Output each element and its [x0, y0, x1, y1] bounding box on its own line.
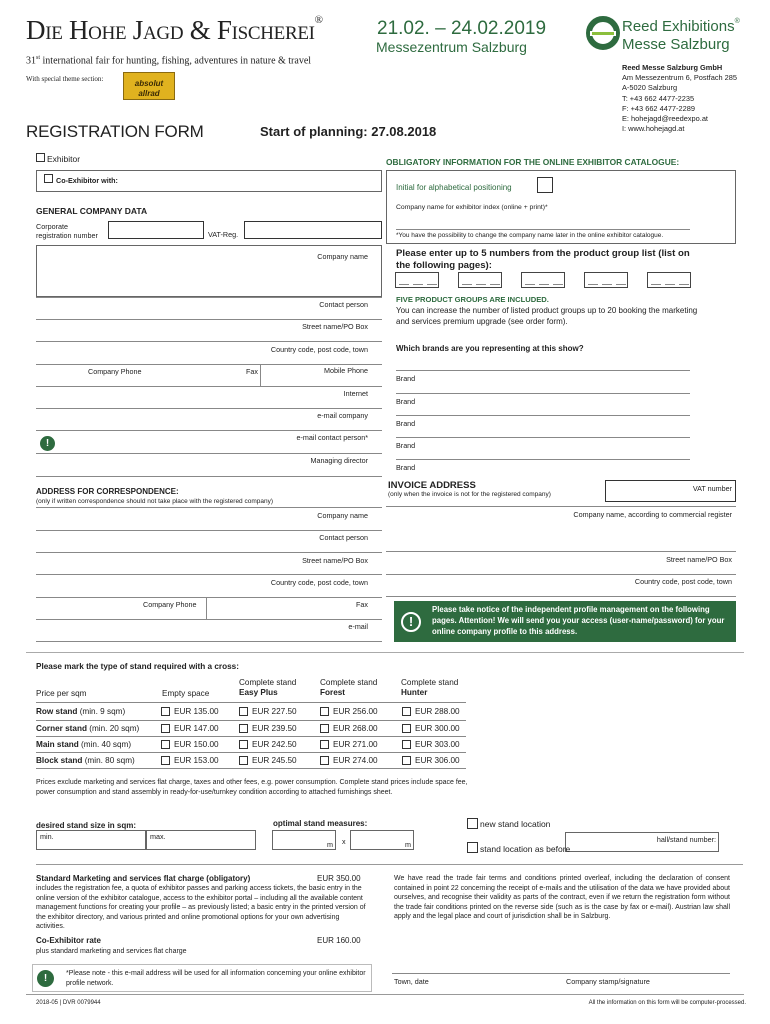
- col-forest-line1: Complete stand: [320, 678, 378, 687]
- stand-min: (min. 9 sqm): [79, 707, 126, 716]
- stand-min: (min. 80 sqm): [84, 756, 135, 765]
- optimal-measures-label: optimal stand measures:: [273, 819, 368, 828]
- stand-row: [36, 724, 139, 734]
- product-group-input-2[interactable]: [458, 272, 502, 288]
- col-easy-line1: Complete stand: [239, 678, 297, 687]
- width-unit: m: [327, 840, 333, 849]
- registered-mark: ®: [314, 14, 323, 26]
- max-label: max.: [150, 832, 166, 841]
- block-empty-checkbox[interactable]: [161, 756, 170, 765]
- desired-size-label: desired stand size in sqm:: [36, 821, 137, 830]
- brands-question: Which brands are you representing at this show?: [396, 344, 584, 353]
- corr-company-label: Company name: [317, 511, 368, 520]
- general-company-heading: GENERAL COMPANY DATA: [36, 206, 148, 216]
- corner-hunter-checkbox[interactable]: [402, 724, 411, 733]
- stand-name: Corner stand: [36, 724, 87, 733]
- catalogue-heading: OBLIGATORY INFORMATION FOR THE ONLINE EXHIBITOR CATALOGUE:: [386, 157, 680, 167]
- standard-charge-text: includes the registration fee, a quota of exhibitor passes and parking access tickets, the basic entry in the online version of the exhibitor catalogue, access to the exhibitor portal – including all the available content management functions for creating your profile – as previously listed; a basic entry in the printed version of the exhibitor directory, and various printed and online promotional options for your own advertising activities.: [36, 885, 366, 931]
- profile-notice: [394, 601, 736, 642]
- contact-line: Am Messezentrum 6, Postfach 285: [622, 73, 738, 83]
- footer-code: 2018-05 | DVR 0079944: [36, 1000, 101, 1006]
- stand-heading: Please mark the type of stand required with a cross:: [36, 662, 239, 671]
- block-hunter-checkbox[interactable]: [402, 756, 411, 765]
- main-easy-checkbox[interactable]: [239, 740, 248, 749]
- price-cell: EUR 239.50: [252, 724, 297, 733]
- email-contact-label: e-mail contact person*: [296, 433, 368, 442]
- price-cell: EUR 274.00: [333, 756, 378, 765]
- inv-street-label: Street name/PO Box: [666, 555, 732, 564]
- price-cell: EUR 242.50: [252, 740, 297, 749]
- product-group-input-5[interactable]: [647, 272, 691, 288]
- managing-director-label: Managing director: [310, 456, 368, 465]
- terms-text: We have read the trade fair terms and conditions printed overleaf, including the declaration of consent contained in point 22 concerning the receipt of e-mails and the utilisation of the data we have provided about ourselves, and recognise their validity as parts of the contract, even if we return the registration form without the trade fair conditions printed on the reverse side (such as is the case by fax or e-mail). Austrian law shall apply and the legal place and court of jurisdiction shall be in Salzburg.: [394, 875, 730, 921]
- main-empty-checkbox[interactable]: [161, 740, 170, 749]
- corr-contact-label: Contact person: [319, 533, 368, 542]
- absolut-allrad-logo: [123, 72, 175, 100]
- form-title: REGISTRATION FORM: [26, 122, 204, 141]
- email-warning-icon: !: [37, 970, 54, 987]
- stamp-label: Company stamp/signature: [566, 977, 650, 986]
- five-groups-text: You can increase the number of listed product groups up to 20 booking the marketing and services premium upgrade (see order form).: [396, 306, 698, 326]
- price-cell: EUR 147.00: [174, 724, 219, 733]
- corr-street-label: Street name/PO Box: [302, 556, 368, 565]
- row-empty-checkbox[interactable]: [161, 707, 170, 716]
- col-forest-header: [320, 678, 377, 699]
- brand-label-4: Brand: [396, 441, 416, 450]
- contact-block: [622, 63, 737, 134]
- contact-line: A-5020 Salzburg: [622, 83, 678, 93]
- catalogue-note: *You have the possibility to change the company name later in the online exhibitor catalogue.: [396, 232, 664, 239]
- price-cell: EUR 227.50: [252, 707, 297, 716]
- correspondence-heading: ADDRESS FOR CORRESPONDENCE:: [36, 487, 179, 496]
- contact-line: E: hohejagd@reedexpo.at: [622, 114, 708, 124]
- initial-input[interactable]: [537, 177, 553, 193]
- price-cell: EUR 306.00: [415, 756, 460, 765]
- warning-icon: !: [40, 436, 55, 451]
- contact-company: Reed Messe Salzburg GmbH: [622, 63, 723, 72]
- brand-label-1: Brand: [396, 374, 416, 383]
- exhibitor-label: Exhibitor: [47, 154, 81, 164]
- brand-title: [26, 14, 323, 48]
- price-cell: EUR 256.00: [333, 707, 378, 716]
- price-cell: EUR 300.00: [415, 724, 460, 733]
- main-hunter-checkbox[interactable]: [402, 740, 411, 749]
- corp-reg-label: [36, 222, 98, 240]
- stand-row: [36, 756, 135, 766]
- price-cell: EUR 135.00: [174, 707, 219, 716]
- stand-name: Block stand: [36, 756, 83, 765]
- inv-country-label: Country code, post code, town: [634, 577, 732, 586]
- main-forest-checkbox[interactable]: [320, 740, 329, 749]
- corp-reg-input[interactable]: [108, 221, 204, 239]
- col-hunter-line1: Complete stand: [401, 678, 459, 687]
- exhibitor-checkbox[interactable]: [36, 153, 45, 162]
- reed-registered: ®: [734, 18, 740, 25]
- price-cell: EUR 245.50: [252, 756, 297, 765]
- corr-country-label: Country code, post code, town: [270, 578, 368, 587]
- corp-reg-line1: Corporate: [36, 222, 68, 231]
- col-price-header: Price per sqm: [36, 689, 87, 698]
- prices-note: Prices exclude marketing and services flat charge, taxes and other fees, e.g. power consumption. Complete stand prices include space fee, power consumption and stand assembly in ready-for-use/turnkey condition according to attached furnishings sheet.: [36, 779, 468, 796]
- reed-line1: Reed Exhibitions: [622, 18, 735, 35]
- internet-label: Internet: [343, 389, 368, 398]
- corner-forest-checkbox[interactable]: [320, 724, 329, 733]
- company-phone-label: Company Phone: [88, 367, 142, 376]
- reed-logo-icon: [586, 16, 620, 50]
- fax-label: Fax: [246, 367, 258, 376]
- depth-unit: m: [405, 840, 411, 849]
- min-label: min.: [40, 832, 54, 841]
- row-forest-checkbox[interactable]: [320, 707, 329, 716]
- town-date-label: Town, date: [394, 977, 429, 986]
- reed-line2: Messe Salzburg: [622, 36, 730, 53]
- mobile-label: Mobile Phone: [324, 366, 368, 375]
- product-group-input-4[interactable]: [584, 272, 628, 288]
- planning-date: Start of planning: 27.08.2018: [260, 124, 437, 139]
- corr-phone-label: Company Phone: [143, 600, 197, 609]
- corr-email-label: e-mail: [348, 622, 368, 631]
- invoice-note: (only when the invoice is not for the registered company): [388, 491, 551, 498]
- reed-name: [622, 18, 740, 37]
- country-label: Country code, post code, town: [270, 345, 368, 354]
- edition-number: 31: [26, 55, 36, 67]
- footer-note: All the information on this form will be computer-processed.: [588, 1000, 746, 1006]
- price-cell: EUR 268.00: [333, 724, 378, 733]
- col-empty-header: Empty space: [162, 689, 210, 698]
- col-easy-header: [239, 678, 296, 699]
- contact-person-label: Contact person: [319, 300, 368, 309]
- new-location-label: new stand location: [480, 819, 551, 829]
- inv-company-label: Company name, according to commercial register: [573, 510, 732, 519]
- brand-name: Die Hohe Jagd & Fischerei: [26, 15, 315, 45]
- invoice-heading: INVOICE ADDRESS: [388, 480, 476, 491]
- corner-empty-checkbox[interactable]: [161, 724, 170, 733]
- times-sign: x: [342, 837, 346, 846]
- email-note: *Please note - this e-mail address will be used for all information concerning your online exhibitor profile network.: [66, 970, 366, 987]
- coexhibitor-checkbox[interactable]: [44, 174, 53, 183]
- stand-name: Row stand: [36, 707, 78, 716]
- row-hunter-checkbox[interactable]: [402, 707, 411, 716]
- stand-min: (min. 40 sqm): [81, 740, 132, 749]
- as-before-checkbox[interactable]: [467, 842, 478, 853]
- coexhibitor-rate-price: EUR 160.00: [317, 936, 361, 945]
- price-cell: EUR 150.00: [174, 740, 219, 749]
- price-cell: EUR 303.00: [415, 740, 460, 749]
- email-company-label: e-mail company: [317, 411, 368, 420]
- product-group-input-1[interactable]: [395, 272, 439, 288]
- brand-label-5: Brand: [396, 463, 416, 472]
- correspondence-note: (only if written correspondence should not take place with the registered company): [36, 498, 274, 505]
- company-name-label: Company name: [317, 252, 368, 261]
- col-hunter-line2: Hunter: [401, 688, 428, 698]
- theme-label: With special theme section:: [26, 75, 104, 83]
- notice-warning-icon: !: [401, 612, 421, 632]
- theme-logo-text: absolut allrad: [134, 79, 164, 98]
- stand-min: (min. 20 sqm): [89, 724, 140, 733]
- edition-text: international fair for hunting, fishing, adventures in nature & travel: [42, 55, 312, 67]
- col-forest-line2: Forest: [320, 688, 346, 698]
- street-label: Street name/PO Box: [302, 322, 368, 331]
- price-cell: EUR 288.00: [415, 707, 460, 716]
- initial-label: Initial for alphabetical positioning: [396, 183, 512, 192]
- new-location-checkbox[interactable]: [467, 818, 478, 829]
- price-cell: EUR 271.00: [333, 740, 378, 749]
- standard-charge-price: EUR 350.00: [317, 874, 361, 883]
- col-easy-line2: Easy Plus: [239, 688, 278, 698]
- contact-line: T: +43 662 4477-2235: [622, 93, 695, 103]
- product-heading: Please enter up to 5 numbers from the product group list (list on the following pages):: [396, 248, 690, 271]
- stand-row: [36, 707, 125, 717]
- vat-number-label: VAT number: [692, 484, 732, 493]
- product-group-input-3[interactable]: [521, 272, 565, 288]
- edition-subtitle: [26, 55, 311, 68]
- price-cell: EUR 153.00: [174, 756, 219, 765]
- corner-easy-checkbox[interactable]: [239, 724, 248, 733]
- corr-fax-label: Fax: [356, 600, 368, 609]
- row-easy-checkbox[interactable]: [239, 707, 248, 716]
- profile-notice-text: Please take notice of the independent profile management on the following pages. Attention! We will send you your access (user-name/password) for your online company profile to this address.: [432, 605, 725, 636]
- vat-reg-label: VAT-Reg.: [208, 230, 239, 239]
- hall-number-label: hall/stand number:: [656, 835, 716, 844]
- as-before-label: stand location as before: [480, 844, 571, 854]
- standard-charge-title: Standard Marketing and services flat charge (obligatory): [36, 874, 251, 883]
- brand-label-2: Brand: [396, 397, 416, 406]
- brand-label-3: Brand: [396, 419, 416, 428]
- stand-row: [36, 740, 131, 750]
- contact-line: F: +43 662 4477-2289: [622, 103, 695, 113]
- block-forest-checkbox[interactable]: [320, 756, 329, 765]
- index-name-label: Company name for exhibitor index (online + print)*: [396, 204, 548, 211]
- corp-reg-line2: registration number: [36, 231, 98, 240]
- event-dates: 21.02. – 24.02.2019: [377, 18, 547, 39]
- coexhibitor-rate-title: Co-Exhibitor rate: [36, 936, 101, 945]
- col-hunter-header: [401, 678, 458, 699]
- stand-name: Main stand: [36, 740, 79, 749]
- coexhibitor-rate-text: plus standard marketing and services flat charge: [36, 948, 187, 955]
- five-groups-heading: FIVE PRODUCT GROUPS ARE INCLUDED.: [396, 295, 549, 304]
- vat-reg-input[interactable]: [244, 221, 382, 239]
- block-easy-checkbox[interactable]: [239, 756, 248, 765]
- event-venue: Messezentrum Salzburg: [376, 39, 527, 55]
- coexhibitor-label: Co-Exhibitor with:: [56, 176, 118, 185]
- contact-line: I: www.hohejagd.at: [622, 124, 685, 134]
- edition-suffix: st: [36, 55, 41, 61]
